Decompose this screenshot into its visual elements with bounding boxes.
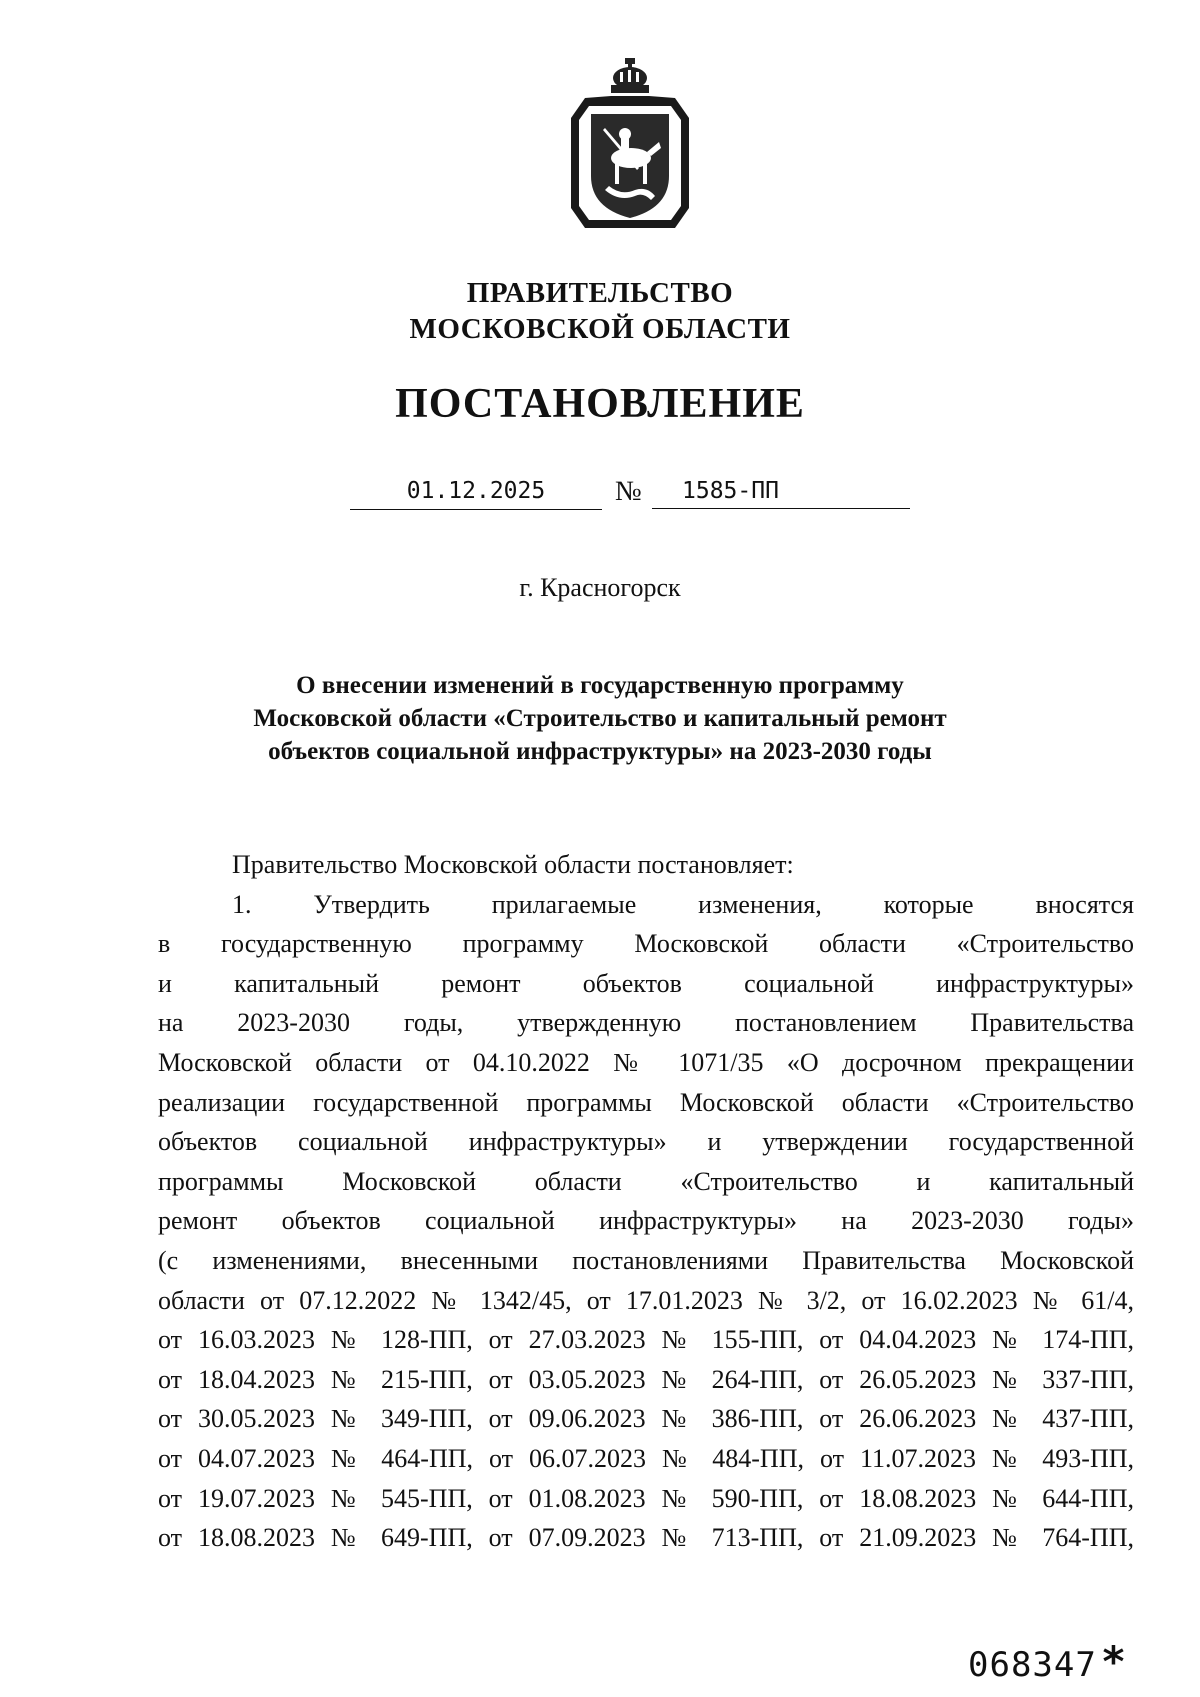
asterisk-mark: * — [1100, 1637, 1128, 1686]
body-line: объектов социальной инфраструктуры» и утверждении государственной — [158, 1127, 1134, 1157]
decree-subject — [0, 669, 1200, 768]
body-line: от 19.07.2023 № 545-ПП, от 01.08.2023 № 590-ПП, от 18.08.2023 № 644-ПП, — [158, 1483, 1134, 1513]
body-line: Правительство Московской области постановляет: — [232, 850, 794, 879]
government-line-2: МОСКОВСКОЙ ОБЛАСТИ — [409, 313, 791, 345]
decree-date: 01.12.2025 — [350, 476, 602, 510]
body-line: в государственную программу Московской области «Строительство — [158, 929, 1134, 959]
body-line: на 2023-2030 годы, утвержденную постановлением Правительства — [158, 1008, 1134, 1038]
body-line: от 30.05.2023 № 349-ПП, от 09.06.2023 № 386-ПП, от 26.06.2023 № 437-ПП, — [158, 1404, 1134, 1434]
serial-number — [968, 1637, 1127, 1686]
subject-line: О внесении изменений в государственную программу — [296, 672, 904, 699]
body-line: 1. Утвердить прилагаемые изменения, которые вносятся — [232, 889, 1134, 919]
registration-line — [0, 476, 1200, 512]
body-line: и капитальный ремонт объектов социальной инфраструктуры» — [158, 968, 1134, 998]
number-sign: № — [615, 476, 642, 507]
decree-number: 1585-ПП — [652, 476, 910, 509]
body-line: от 18.04.2023 № 215-ПП, от 03.05.2023 № 264-ПП, от 26.05.2023 № 337-ПП, — [158, 1364, 1134, 1394]
subject-line: объектов социальной инфраструктуры» на 2023-2030 годы — [268, 738, 932, 765]
body-line: от 18.08.2023 № 649-ПП, от 07.09.2023 № 713-ПП, от 21.09.2023 № 764-ПП, — [158, 1523, 1134, 1553]
serial-digits: 068347 — [968, 1645, 1097, 1685]
body-line: программы Московской области «Строительство и капитальный — [158, 1166, 1134, 1196]
body-line: реализации государственной программы Московской области «Строительство — [158, 1087, 1134, 1117]
decree-body — [158, 845, 1134, 1558]
body-line: области от 07.12.2022 № 1342/45, от 17.01.2023 № 3/2, от 16.02.2023 № 61/4, — [158, 1285, 1134, 1315]
document-type: ПОСТАНОВЛЕНИЕ — [395, 381, 805, 427]
subject-line: Московской области «Строительство и капитальный ремонт — [253, 705, 947, 732]
government-name — [0, 275, 1200, 347]
body-line: ремонт объектов социальной инфраструктуры» на 2023-2030 годы» — [158, 1206, 1134, 1236]
moscow-oblast-coat-of-arms-icon — [565, 58, 695, 236]
city: г. Красногорск — [519, 573, 681, 602]
body-line: от 04.07.2023 № 464-ПП, от 06.07.2023 № 484-ПП, от 11.07.2023 № 493-ПП, — [158, 1443, 1134, 1473]
body-line: от 16.03.2023 № 128-ПП, от 27.03.2023 № 155-ПП, от 04.04.2023 № 174-ПП, — [158, 1325, 1134, 1355]
body-line: (с изменениями, внесенными постановлениями Правительства Московской — [158, 1245, 1134, 1275]
body-line: Московской области от 04.10.2022 № 1071/35 «О досрочном прекращении — [158, 1047, 1134, 1077]
government-line-1: ПРАВИТЕЛЬСТВО — [466, 277, 734, 309]
